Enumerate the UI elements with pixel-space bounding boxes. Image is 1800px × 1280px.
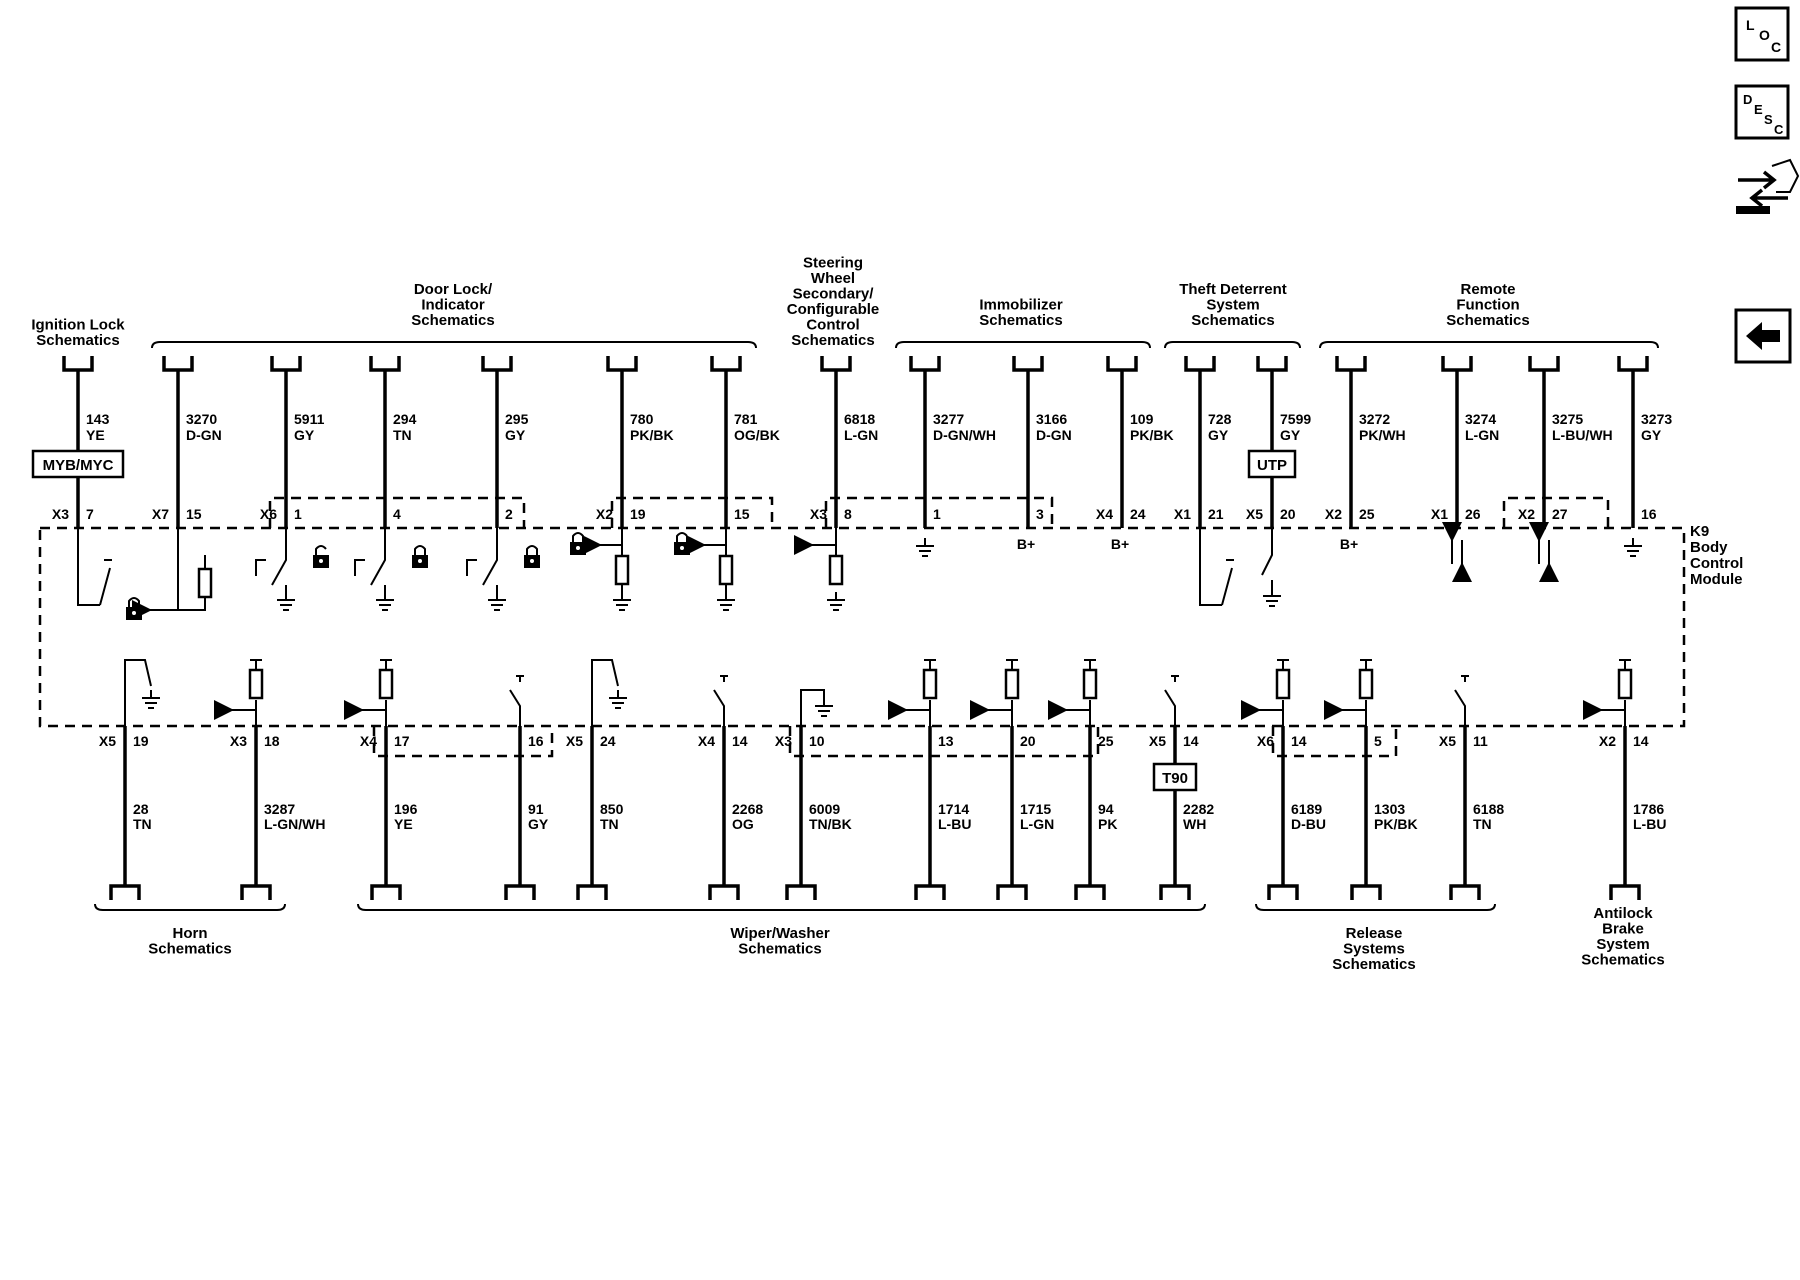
ground-symbol xyxy=(1263,588,1281,606)
connector-terminal xyxy=(1352,886,1380,900)
group-label-line: Schematics xyxy=(979,312,1063,329)
circuit-number: 3270 xyxy=(186,411,218,427)
connector-terminal xyxy=(111,886,139,900)
pin-number: 25 xyxy=(1098,733,1114,749)
wire-color: D-GN xyxy=(1036,427,1072,443)
connector-id: X5 xyxy=(98,733,116,749)
circuit-number: 1715 xyxy=(1020,801,1052,817)
resistor-symbol xyxy=(1277,670,1289,698)
group-label-line: Remote xyxy=(1460,281,1516,298)
lock-icon xyxy=(570,533,586,555)
pin-number: 15 xyxy=(734,506,750,522)
circuit-number: 3272 xyxy=(1359,411,1391,427)
circuit-number: 780 xyxy=(630,411,654,427)
connector-id: X2 xyxy=(1517,506,1535,522)
connector-terminal xyxy=(1258,356,1286,370)
group-label-line: Immobilizer xyxy=(979,296,1063,314)
bottom-wire[interactable] xyxy=(1076,726,1117,900)
group-label-line: Schematics xyxy=(148,940,232,958)
connector-id: X2 xyxy=(1324,506,1342,522)
connector-terminal xyxy=(1337,356,1365,370)
bottom-group-label[interactable] xyxy=(1256,904,1495,973)
resistor-symbol xyxy=(830,556,842,584)
wire-color: GY xyxy=(1208,427,1229,443)
connector-terminal xyxy=(272,356,300,370)
circuit-number: 196 xyxy=(394,801,418,817)
connector-id: X6 xyxy=(259,506,277,522)
group-label-line: Theft Deterrent xyxy=(1179,281,1287,298)
connector-terminal xyxy=(64,356,92,370)
wire-color: GY xyxy=(1641,427,1662,443)
group-label-line: Schematics xyxy=(36,332,120,349)
wire-color: L-GN xyxy=(844,427,879,443)
circuit-number: 3287 xyxy=(264,801,296,817)
circuit-number: 6189 xyxy=(1291,801,1323,817)
resistor-symbol xyxy=(720,556,732,584)
wire-color: OG xyxy=(732,816,754,832)
bottom-group-label[interactable] xyxy=(358,904,1205,958)
wire-color: PK/BK xyxy=(1374,816,1418,832)
top-wire[interactable] xyxy=(712,356,780,528)
connector-id: X5 xyxy=(565,733,583,749)
circuit-number: 1303 xyxy=(1374,801,1406,817)
wire-color: PK xyxy=(1098,816,1118,832)
connector-id: X4 xyxy=(697,733,715,749)
loc-letter-l: L xyxy=(1746,17,1755,33)
pin-number: 5 xyxy=(1374,733,1382,749)
connector-terminal xyxy=(371,356,399,370)
bottom-wire[interactable] xyxy=(998,726,1054,900)
group-label-line: Indicator xyxy=(421,296,485,314)
top-group-label[interactable] xyxy=(896,297,1150,349)
group-label-line: Antilock xyxy=(1593,905,1653,922)
wire-color: GY xyxy=(294,427,315,443)
resistor-symbol xyxy=(1360,670,1372,698)
group-label-line: System xyxy=(1596,936,1650,953)
pin-number: 3 xyxy=(1036,506,1044,522)
group-bracket xyxy=(1256,904,1495,910)
group-label-line: Schematics xyxy=(1332,956,1416,973)
bottom-wire[interactable] xyxy=(698,726,763,900)
pin-number: 20 xyxy=(1280,506,1296,522)
wire-color: L-BU xyxy=(938,816,972,832)
wire-color: WH xyxy=(1183,816,1207,832)
top-wire[interactable] xyxy=(1174,356,1232,528)
resistor-symbol xyxy=(924,670,936,698)
group-label-line: Door Lock/ xyxy=(413,281,493,298)
resistor-symbol xyxy=(1006,670,1018,698)
inline-component-label: T90 xyxy=(1162,770,1188,787)
group-label-line: Wiper/Washer xyxy=(730,925,830,942)
bottom-schematic-groups xyxy=(95,904,1665,973)
wire-color: GY xyxy=(1280,427,1301,443)
connector-terminal xyxy=(1619,356,1647,370)
wire-color: L-GN/WH xyxy=(264,816,326,832)
top-wire[interactable] xyxy=(483,356,529,528)
connector-id: X3 xyxy=(809,506,827,522)
circuit-number: 1714 xyxy=(938,801,970,817)
pin-number: 1 xyxy=(294,506,302,522)
connector-id: X5 xyxy=(1438,733,1456,749)
connector-id: X3 xyxy=(51,506,69,522)
circuit-number: 781 xyxy=(734,411,758,427)
top-wire[interactable] xyxy=(33,356,123,528)
inline-component-label: MYB/MYC xyxy=(42,457,114,474)
connector-terminal xyxy=(1014,356,1042,370)
connector-id: X2 xyxy=(1598,733,1616,749)
desc-letter-s: S xyxy=(1764,112,1773,127)
bottom-wire[interactable] xyxy=(566,726,624,900)
ground-symbol xyxy=(277,592,295,610)
bottom-group-label[interactable] xyxy=(1581,905,1664,969)
circuit-number: 294 xyxy=(393,411,417,427)
connector-terminal xyxy=(1076,886,1104,900)
bottom-wire[interactable] xyxy=(360,726,418,900)
group-label-line: Ignition Lock xyxy=(31,316,125,334)
wire-color: GY xyxy=(505,427,526,443)
connector-id: X5 xyxy=(1148,733,1166,749)
ground-symbol xyxy=(1624,538,1642,556)
top-wire[interactable] xyxy=(911,356,996,528)
circuit-number: 109 xyxy=(1130,411,1154,427)
pin-number: 8 xyxy=(844,506,852,522)
connector-terminal xyxy=(164,356,192,370)
group-label-line: Control xyxy=(806,316,860,334)
connector-terminal xyxy=(1161,886,1189,900)
group-label-line: Release xyxy=(1345,925,1403,942)
ground-symbol xyxy=(827,592,845,610)
module-label-line: Body xyxy=(1690,539,1728,556)
connector-terminal xyxy=(1611,886,1639,900)
group-label-line: System xyxy=(1206,296,1260,314)
circuit-number: 91 xyxy=(528,801,544,817)
connector-id: X4 xyxy=(359,733,377,749)
resistor-symbol xyxy=(250,670,262,698)
top-wires xyxy=(33,356,1672,552)
loc-letter-o: O xyxy=(1759,27,1770,43)
resistor-symbol xyxy=(616,556,628,584)
inline-component-label: UTP xyxy=(1257,457,1287,474)
wire-color: PK/BK xyxy=(630,427,674,443)
ground-symbol xyxy=(717,592,735,610)
pin-number: 16 xyxy=(1641,506,1657,522)
pin-number: 1 xyxy=(933,506,941,522)
pin-number: 25 xyxy=(1359,506,1375,522)
circuit-number: 143 xyxy=(86,411,110,427)
group-label-line: Schematics xyxy=(791,332,875,349)
top-wire[interactable] xyxy=(1431,356,1499,528)
desc-letter-d: D xyxy=(1743,92,1753,107)
wire-color: D-GN/WH xyxy=(933,427,996,443)
wire-color: YE xyxy=(86,427,105,443)
circuit-number: 295 xyxy=(505,411,529,427)
wire-color: L-BU xyxy=(1633,816,1667,832)
desc-letter-c: C xyxy=(1774,122,1784,137)
group-label-line: Configurable xyxy=(786,301,880,318)
module-internal-symbols xyxy=(78,498,1642,756)
group-label-line: Secondary/ xyxy=(792,285,874,303)
circuit-number: 28 xyxy=(133,801,149,817)
back-arrow-button[interactable] xyxy=(1736,310,1790,362)
circuit-number: 2268 xyxy=(732,801,764,817)
bottom-wires xyxy=(99,726,1667,900)
group-label-line: Steering xyxy=(802,254,864,272)
module-label-line: Module xyxy=(1690,571,1743,588)
circuit-number: 5911 xyxy=(294,411,325,427)
group-bracket xyxy=(1320,342,1658,348)
pin-number: 24 xyxy=(1130,506,1146,522)
bottom-wire[interactable] xyxy=(1257,726,1326,900)
circuit-number: 728 xyxy=(1208,411,1232,427)
group-label-line: Brake xyxy=(1602,920,1644,938)
wire-color: TN xyxy=(1473,816,1492,832)
module-label-line: K9 xyxy=(1690,523,1710,540)
ground-symbol xyxy=(488,592,506,610)
bottom-wire[interactable] xyxy=(506,726,549,900)
group-label-line: Schematics xyxy=(1581,951,1665,969)
top-wire[interactable] xyxy=(810,356,878,528)
group-bracket xyxy=(1165,342,1300,348)
lock-icon xyxy=(524,546,540,568)
top-group-label[interactable] xyxy=(787,255,880,350)
connector-id: X1 xyxy=(1430,506,1448,522)
top-wire[interactable] xyxy=(371,356,417,528)
top-wire[interactable] xyxy=(1014,356,1072,552)
pin-number: 26 xyxy=(1465,506,1481,522)
top-wire[interactable] xyxy=(1246,356,1311,528)
group-bracket xyxy=(358,904,1205,910)
circuit-number: 3275 xyxy=(1552,411,1584,427)
connector-id: X5 xyxy=(1245,506,1263,522)
group-label-line: Schematics xyxy=(738,940,822,958)
top-schematic-groups xyxy=(31,255,1658,350)
connector-id: X6 xyxy=(1256,733,1274,749)
group-label-line: Schematics xyxy=(1446,312,1530,329)
pin-number: 17 xyxy=(394,733,410,749)
wire-color: D-BU xyxy=(1291,816,1326,832)
pin-number: 14 xyxy=(1291,733,1307,749)
pin-number: 7 xyxy=(86,506,94,522)
bottom-wire[interactable] xyxy=(1439,726,1504,900)
connector-terminal xyxy=(710,886,738,900)
bottom-group-label[interactable] xyxy=(95,904,285,958)
desc-letter-e: E xyxy=(1754,102,1763,117)
pin-number: 11 xyxy=(1473,733,1488,749)
group-label-line: Schematics xyxy=(1191,312,1275,329)
wire-color: L-GN xyxy=(1020,816,1055,832)
circuit-number: 6818 xyxy=(844,411,876,427)
connector-terminal xyxy=(998,886,1026,900)
pin-number: 15 xyxy=(186,506,202,522)
connector-terminal xyxy=(1108,356,1136,370)
supply-label: B+ xyxy=(1339,536,1359,552)
wire-color: GY xyxy=(528,816,549,832)
pin-number: 21 xyxy=(1208,506,1224,522)
top-group-label[interactable] xyxy=(152,281,756,348)
ground-symbol xyxy=(142,690,160,708)
group-label-line: Systems xyxy=(1343,940,1405,958)
wire-color: TN xyxy=(600,816,619,832)
bottom-wire[interactable] xyxy=(775,726,852,900)
pin-number: 14 xyxy=(1633,733,1649,749)
bottom-wire[interactable] xyxy=(916,726,971,900)
top-wire[interactable] xyxy=(1325,356,1406,552)
wire-color: PK/BK xyxy=(1130,427,1174,443)
group-label-line: Schematics xyxy=(411,312,495,329)
circuit-number: 2282 xyxy=(1183,801,1215,817)
circuit-number: 6188 xyxy=(1473,801,1505,817)
module-label xyxy=(1690,523,1743,588)
circuit-number: 1786 xyxy=(1633,801,1665,817)
connector-terminal xyxy=(916,886,944,900)
wire-color: L-BU/WH xyxy=(1552,427,1613,443)
location-view-button[interactable] xyxy=(1736,8,1788,60)
wire-color: TN xyxy=(393,427,412,443)
ground-symbol xyxy=(613,592,631,610)
unlock-icon xyxy=(674,533,690,555)
circuit-number: 7599 xyxy=(1280,411,1312,427)
group-bracket xyxy=(152,342,756,348)
pin-number: 19 xyxy=(630,506,646,522)
connector-id: X1 xyxy=(1173,506,1191,522)
top-wire[interactable] xyxy=(1518,356,1613,528)
circuit-number: 6009 xyxy=(809,801,841,817)
top-group-label[interactable] xyxy=(1165,281,1300,348)
lock-icon xyxy=(412,546,428,568)
group-label-line: Wheel xyxy=(810,270,856,287)
connector-terminal xyxy=(1530,356,1558,370)
ground-symbol xyxy=(916,538,934,556)
bottom-wire[interactable] xyxy=(230,726,326,900)
supply-label: B+ xyxy=(1110,536,1130,552)
pin-number: 14 xyxy=(732,733,748,749)
bottom-wire[interactable] xyxy=(1149,726,1214,900)
pin-number: 16 xyxy=(528,733,544,749)
group-label-line: Function xyxy=(1456,296,1520,314)
description-view-button[interactable] xyxy=(1736,86,1788,138)
lock-icon xyxy=(126,598,142,620)
pin-number: 27 xyxy=(1552,506,1568,522)
pin-number: 24 xyxy=(600,733,616,749)
unlock-icon xyxy=(313,546,329,568)
wire-color: PK/WH xyxy=(1359,427,1406,443)
supply-label: B+ xyxy=(1016,536,1036,552)
resistor-symbol xyxy=(1084,670,1096,698)
wire-color: YE xyxy=(394,816,413,832)
top-wire[interactable] xyxy=(1619,356,1672,528)
connector-terminal xyxy=(712,356,740,370)
pin-number: 10 xyxy=(809,733,825,749)
pin-number: 19 xyxy=(133,733,149,749)
connector-terminal xyxy=(506,886,534,900)
pin-number: 14 xyxy=(1183,733,1199,749)
ground-symbol xyxy=(376,592,394,610)
pin-number: 2 xyxy=(505,506,513,522)
connector-terminal xyxy=(1186,356,1214,370)
connector-id: X2 xyxy=(595,506,613,522)
group-bracket xyxy=(896,342,1150,348)
wire-color: D-GN xyxy=(186,427,222,443)
circuit-number: 3166 xyxy=(1036,411,1068,427)
pin-number: 13 xyxy=(938,733,954,749)
bottom-wire[interactable] xyxy=(1599,726,1667,900)
connector-terminal xyxy=(822,356,850,370)
connector-terminal xyxy=(372,886,400,900)
circuit-number: 3277 xyxy=(933,411,965,427)
connector-terminal xyxy=(608,356,636,370)
connector-terminal xyxy=(787,886,815,900)
connector-terminal xyxy=(242,886,270,900)
pin-number: 4 xyxy=(393,506,401,522)
group-label-line: Horn xyxy=(172,925,208,942)
module-label-line: Control xyxy=(1690,555,1744,572)
connector-end-view-icon[interactable] xyxy=(1736,160,1798,214)
circuit-number: 94 xyxy=(1098,801,1114,817)
resistor-symbol xyxy=(1619,670,1631,698)
bottom-wire[interactable] xyxy=(1352,726,1418,900)
group-bracket xyxy=(95,904,285,910)
top-wire[interactable] xyxy=(596,356,674,528)
ground-symbol xyxy=(815,698,833,716)
connector-terminal xyxy=(1443,356,1471,370)
resistor-symbol xyxy=(380,670,392,698)
wire-color: OG/BK xyxy=(734,427,780,443)
connector-terminal xyxy=(578,886,606,900)
resistor-symbol xyxy=(199,569,211,597)
ground-symbol xyxy=(609,690,627,708)
circuit-number: 850 xyxy=(600,801,624,817)
connector-id: X3 xyxy=(774,733,792,749)
wire-color: L-GN xyxy=(1465,427,1500,443)
bottom-wire[interactable] xyxy=(99,726,152,900)
pin-number: 20 xyxy=(1020,733,1036,749)
circuit-number: 3274 xyxy=(1465,411,1497,427)
connector-terminal xyxy=(483,356,511,370)
loc-letter-c: C xyxy=(1771,39,1782,55)
connector-id: X4 xyxy=(1095,506,1113,522)
wire-color: TN/BK xyxy=(809,816,852,832)
wire-color: TN xyxy=(133,816,152,832)
top-group-label[interactable] xyxy=(1320,281,1658,348)
circuit-number: 3273 xyxy=(1641,411,1673,427)
top-wire[interactable] xyxy=(1096,356,1174,552)
top-wire[interactable] xyxy=(152,356,222,528)
connector-id: X3 xyxy=(229,733,247,749)
pin-number: 18 xyxy=(264,733,280,749)
connector-terminal xyxy=(1451,886,1479,900)
connector-terminal xyxy=(911,356,939,370)
connector-terminal xyxy=(1269,886,1297,900)
top-group-label[interactable] xyxy=(31,317,125,350)
connector-id: X7 xyxy=(151,506,169,522)
